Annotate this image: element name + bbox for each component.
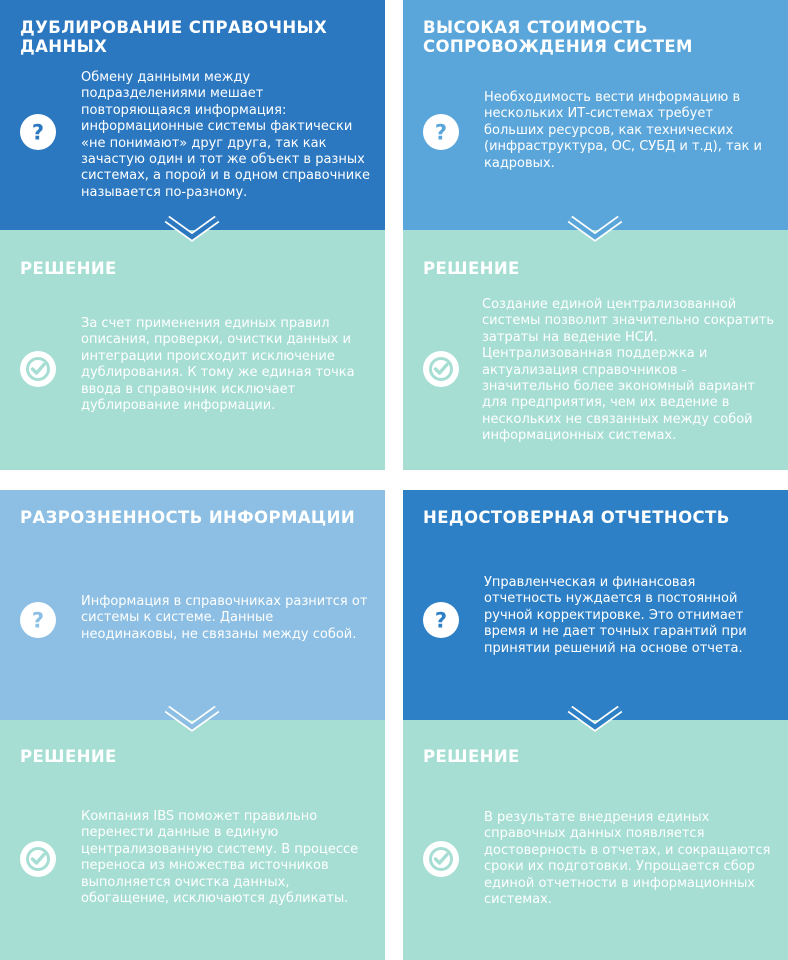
question-icon xyxy=(423,602,459,638)
question-icon xyxy=(423,114,459,150)
question-icon xyxy=(20,114,56,150)
problem-title: ДУБЛИРОВАНИЕ СПРАВОЧНЫХ ДАННЫХ xyxy=(20,18,328,56)
chevron-down-icon xyxy=(164,216,220,246)
checkmark-icon xyxy=(20,351,56,387)
problem-card-fragmentation xyxy=(0,490,385,720)
solution-card-cost xyxy=(403,230,788,470)
problem-card-duplication xyxy=(0,0,385,230)
solution-title: РЕШЕНИЕ xyxy=(423,747,520,766)
checkmark-icon xyxy=(423,841,459,877)
checkmark-icon xyxy=(423,351,459,387)
solution-text: Компания IBS поможет правильно перенести данные в единую централизованную систему. В процессе переноса из множества источников выполняется очистка данных, обогащение, исключаются дубликаты. xyxy=(81,809,359,907)
problem-text: Обмену данными между подразделениями мешает повторяющаяся информация: информационные системы фактически «не понимают» друг друга, так как зачастую один и тот же объект в разных системах, а порой и в одном справочнике называется по-разному. xyxy=(81,70,371,200)
solution-title: РЕШЕНИЕ xyxy=(20,747,117,766)
problem-text: Управленческая и финансовая отчетность нуждается в постоянной ручной корректировке. Это отнимает время и не дает точных гарантий при принятии решений на основе отчета. xyxy=(484,575,747,656)
problem-card-reporting xyxy=(403,490,788,720)
svg-text:?: ? xyxy=(434,608,448,633)
problem-text: Необходимость вести информацию в нескольких ИТ-системах требует больших ресурсов, как технических (инфраструктура, ОС, СУБД и т.д), так и кадровых. xyxy=(484,90,762,171)
problem-title: ВЫСОКАЯ СТОИМОСТЬ СОПРОВОЖДЕНИЯ СИСТЕМ xyxy=(423,18,693,56)
solution-card-fragmentation xyxy=(0,720,385,960)
problem-text: Информация в справочниках разнится от системы к системе. Данные неодинаковы, не связаны между собой. xyxy=(81,594,368,642)
problem-title: НЕДОСТОВЕРНАЯ ОТЧЕТНОСТЬ xyxy=(423,508,730,527)
chevron-down-icon xyxy=(567,706,623,736)
svg-text:?: ? xyxy=(31,120,45,145)
solution-title: РЕШЕНИЕ xyxy=(20,259,117,278)
solution-text: В результате внедрения единых справочных данных появляется достоверность в отчетах, и сокращаются сроки их подготовки. Упрощается сбор единой отчетности в информационных системах. xyxy=(484,810,771,908)
chevron-down-icon xyxy=(164,706,220,736)
svg-text:?: ? xyxy=(434,120,448,145)
solution-title: РЕШЕНИЕ xyxy=(423,259,520,278)
problem-card-cost xyxy=(403,0,788,230)
solution-card-reporting xyxy=(403,720,788,960)
svg-text:?: ? xyxy=(31,608,45,633)
solution-card-duplication xyxy=(0,230,385,470)
solution-text: За счет применения единых правил описания, проверки, очистки данных и интеграции происходит исключение дублирования. К тому же единая точка ввода в справочник исключает дублирование информации. xyxy=(81,316,355,414)
solution-text: Создание единой централизованной системы позволит значительно сократить затраты на ведение НСИ. Централизованная поддержка и актуализация справочников - значительно более экономный вариант для предприятия, чем их ведение в нескольких не связанных между собой информационных системах. xyxy=(482,297,775,444)
problem-title: РАЗРОЗНЕННОСТЬ ИНФОРМАЦИИ xyxy=(20,508,356,527)
question-icon xyxy=(20,602,56,638)
checkmark-icon xyxy=(20,841,56,877)
chevron-down-icon xyxy=(567,216,623,246)
